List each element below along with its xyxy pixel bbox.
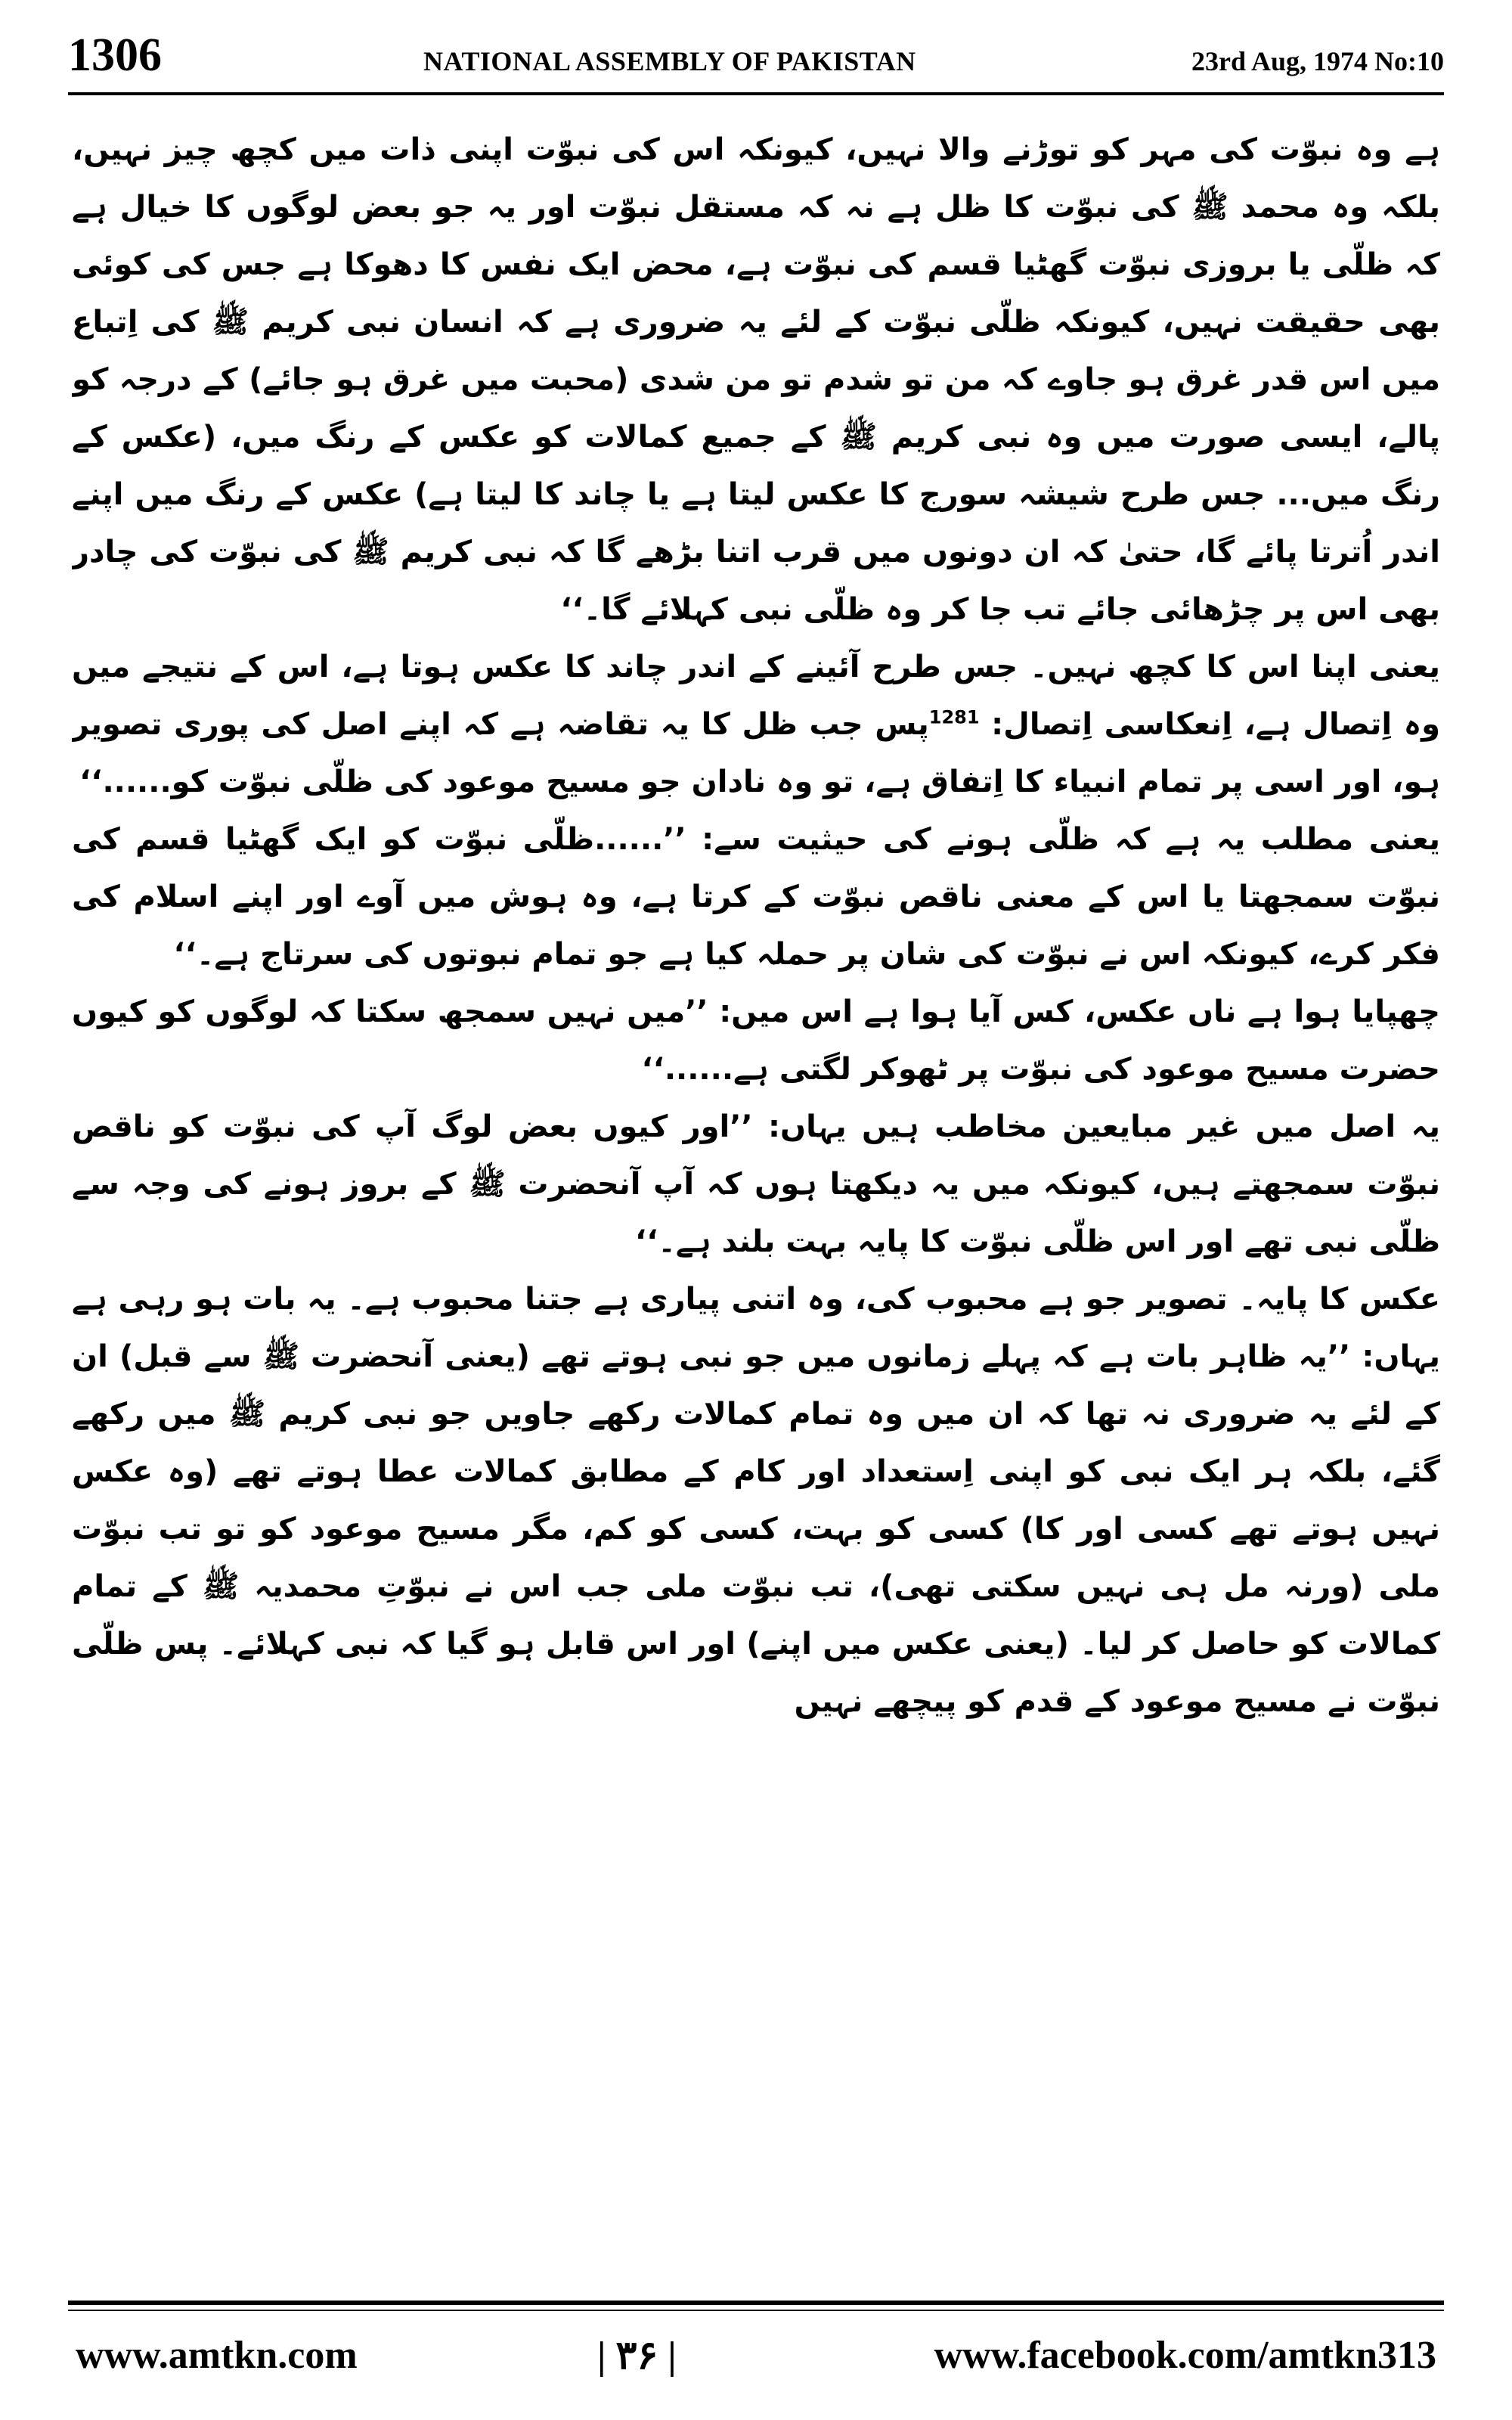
footer-page-marker: | ۳۶ |: [597, 2335, 677, 2378]
paragraph: عکس کا پایہ۔ تصویر جو ہے محبوب کی، وہ اتنی پیاری ہے جتنا محبوب ہے۔ یہ بات ہو رہی ہے یہاں: ’’یہ ظاہر بات ہے کہ پہلے زمانوں میں جو نبی ہوتے تھے (یعنی آنحضرت ﷺ سے قبل) ان کے لئے یہ ضروری نہ تھا کہ ان میں وہ تمام کمالات رکھے جاویں جو نبی کریم ﷺ میں رکھے گئے، بلکہ ہر ایک نبی کو اپنی اِستعداد اور کام کے مطابق کمالات عطا ہوتے تھے (وہ عکس نہیں ہوتے تھے کسی اور کا) کسی کو بہت، کسی کو کم، مگر مسیح موعود کو تو تب نبوّت ملی (ورنہ مل ہی نہیں سکتی تھی)، تب نبوّت ملی جب اس نے نبوّتِ محمدیہ ﷺ کے تمام کمالات کو حاصل کر لیا۔ (یعنی عکس میں اپنے) اور اس قابل ہو گیا کہ نبی کہلائے۔ پس ظلّی نبوّت نے مسیح موعود کے قدم کو پیچھے نہیں: [72, 1282, 1440, 1719]
paragraph: یعنی مطلب یہ ہے کہ ظلّی ہونے کی حیثیت سے: ’’......ظلّی نبوّت کو ایک گھٹیا قسم کی نبوّت سمجھتا یا اس کے معنی ناقص نبوّت کے کرتا ہے، وہ ہوش میں آوے اور اپنے اسلام کی فکر کرے، کیونکہ اس نے نبوّت کی شان پر حملہ کیا ہے جو تمام نبوتوں کی سرتاج ہے۔‘‘: [72, 822, 1440, 972]
page-footer: [68, 2333, 1444, 2394]
paragraph: ہے وہ نبوّت کی مہر کو توڑنے والا نہیں، کیونکہ اس کی نبوّت اپنی ذات میں کچھ چیز نہیں، بلکہ وہ محمد ﷺ کی نبوّت کا ظل ہے نہ کہ مستقل نبوّت اور یہ جو بعض لوگوں کا خیال ہے کہ ظلّی یا بروزی نبوّت گھٹیا قسم کی نبوّت ہے، محض ایک نفس کا دھوکا ہے جس کی کوئی بھی حقیقت نہیں، کیونکہ ظلّی نبوّت کے لئے یہ ضروری ہے کہ انسان نبی کریم ﷺ کی اِتباع میں اس قدر غرق ہو جاوے کہ من تو شدم تو من شدی (محبت میں غرق ہو جائے) کے درجہ کو پالے، ایسی صورت میں وہ نبی کریم ﷺ کے جمیع کمالات کو عکس کے رنگ میں، (عکس کے رنگ میں... جس طرح شیشہ سورج کا عکس لیتا ہے یا چاند کا لیتا ہے) عکس کے رنگ میں اپنے اندر اُترتا پائے گا، حتیٰ کہ ان دونوں میں قرب اتنا بڑھے گا کہ نبی کریم ﷺ کی نبوّت کی چادر بھی اس پر چڑھائی جائے تب جا کر وہ ظلّی نبی کہلائے گا۔‘‘: [72, 132, 1440, 627]
page-header: [68, 29, 1444, 89]
page-number: 1306: [68, 29, 162, 81]
footer-rule: [68, 2301, 1444, 2305]
header-rule: [68, 92, 1444, 95]
date-issue: 23rd Aug, 1974 No:10: [1191, 46, 1444, 76]
facebook-link[interactable]: www.facebook.com/amtkn313: [934, 2334, 1436, 2377]
journal-title: NATIONAL ASSEMBLY OF PAKISTAN: [423, 46, 916, 76]
paragraph-text: پس جب ظل کا یہ تقاضہ ہے کہ اپنے اصل کی پوری تصویر ہو، اور اسی پر تمام انبیاء کا اِتفاق ہے، تو وہ نادان جو مسیح موعود کی ظلّی نبوّت کو......‘‘: [72, 707, 1440, 799]
paragraph: چھپایا ہوا ہے ناں عکس، کس آیا ہوا ہے اس میں: ’’میں نہیں سمجھ سکتا کہ لوگوں کو کیوں حضرت مسیح موعود کی نبوّت پر ٹھوکر لگتی ہے......‘‘: [72, 994, 1440, 1087]
footer-rule-thin: [68, 2310, 1444, 2311]
paragraph: یہ اصل میں غیر مبایعین مخاطب ہیں یہاں: ’’اور کیوں بعض لوگ آپ کی نبوّت کو ناقص نبوّت سمجھتے ہیں، کیونکہ میں یہ دیکھتا ہوں کہ آپ آنحضرت ﷺ کے بروز ہونے کی وجہ سے ظلّی نبی تھے اور اس ظلّی نبوّت کا پایہ بہت بلند ہے۔‘‘: [72, 1109, 1440, 1259]
paragraph-text: یعنی اپنا اس کا کچھ نہیں۔ جس طرح آئینے کے اندر چاند کا عکس ہوتا ہے، اس کے نتیجے میں وہ اِتصال ہے، اِنعکاسی اِتصال:: [72, 650, 1440, 742]
paragraph: [72, 638, 1440, 811]
urdu-body-text: [72, 121, 1440, 2254]
site-link[interactable]: www.amtkn.com: [76, 2334, 358, 2377]
footnote-marker: 1281: [928, 706, 980, 728]
